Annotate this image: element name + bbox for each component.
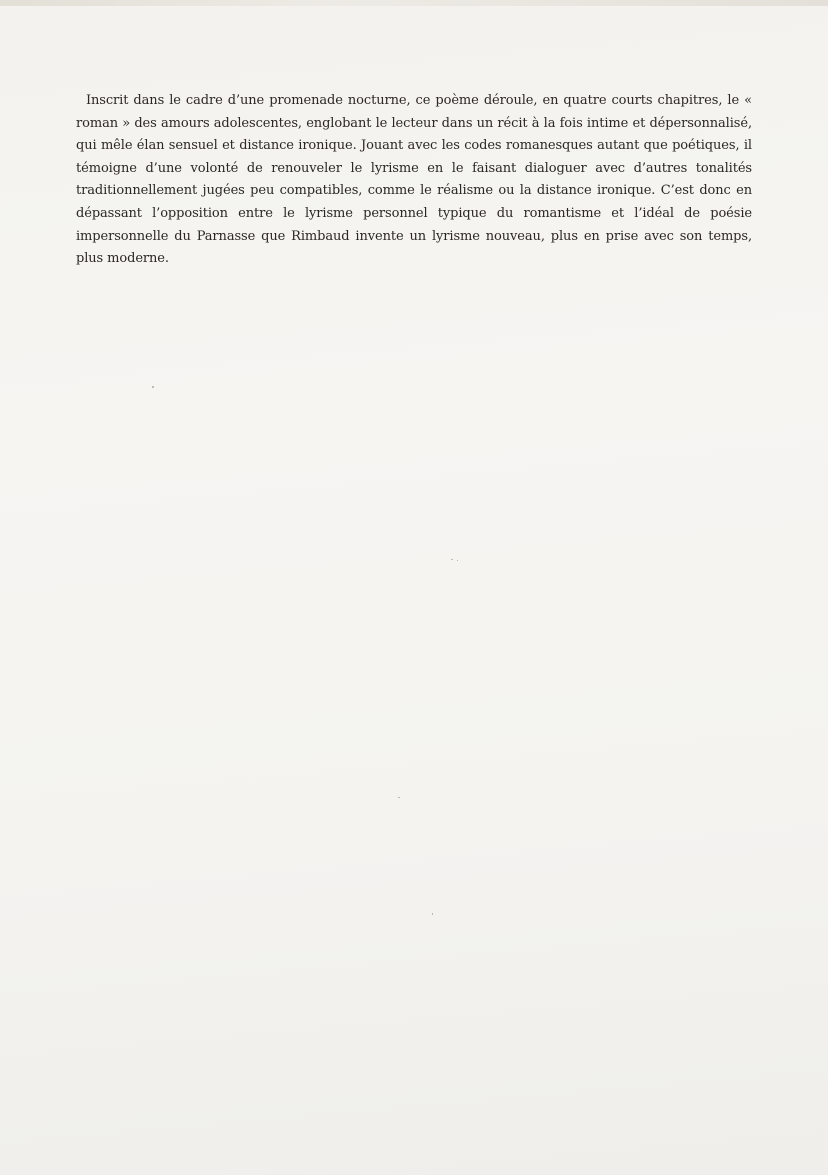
- body-paragraph: Inscrit dans le cadre d’une promenade nocturne, ce poème déroule, en quatre courts chapitres, le « roman » des amours adolescentes, englobant le lecteur dans un récit à la fois intime et dépersonnalisé, qui mêle élan sensuel et distance ironique. Jouant avec les codes romanesques autant que poétiques, il témoigne d’une volonté de renouveler le lyrisme en le faisant dialoguer avec d’autres tonalités traditionnellement jugées peu compatibles, comme le réalisme ou la distance ironique. C’est donc en dépassant l’opposition entre le lyrisme personnel typique du romantisme et l’idéal de poésie impersonnelle du Parnasse que Rimbaud invente un lyrisme nouveau, plus en prise avec son temps, plus moderne.: [76, 93, 752, 267]
- paper-speck: [432, 913, 433, 915]
- paper-speck: [457, 560, 458, 561]
- paper-speck: [398, 797, 400, 798]
- paper-speck: [451, 559, 453, 560]
- paper-speck: [152, 386, 154, 388]
- text-block: [76, 90, 752, 271]
